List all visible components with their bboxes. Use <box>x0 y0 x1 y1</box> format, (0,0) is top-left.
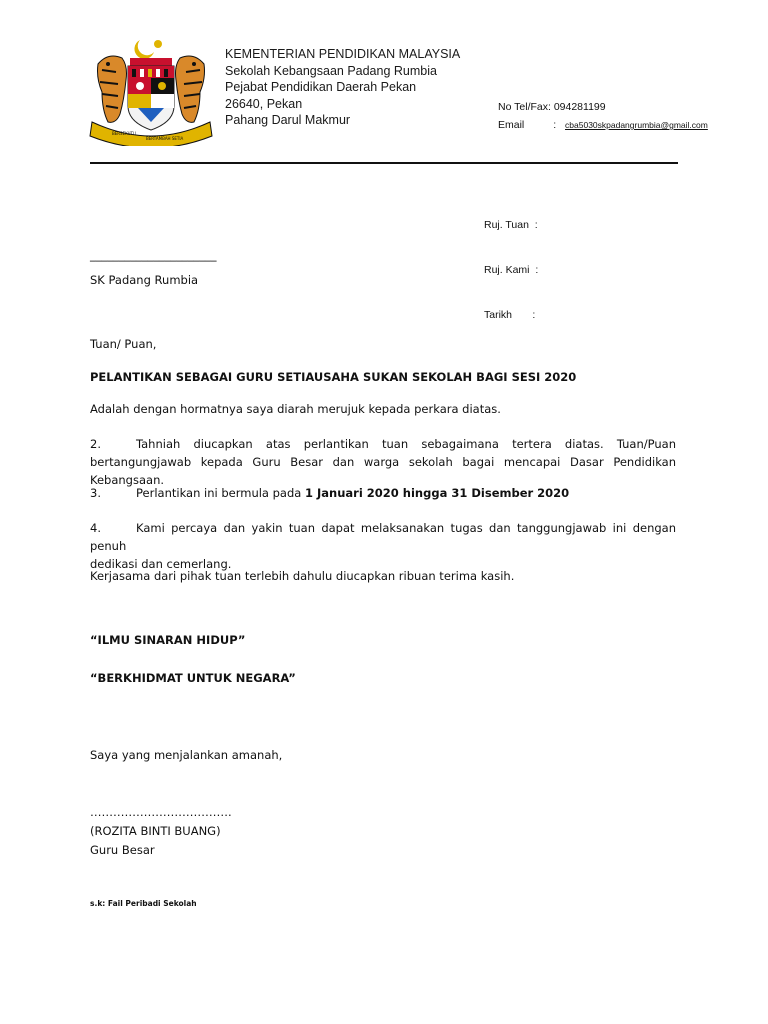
paragraph-5: Kerjasama dari pihak tuan terlebih dahulu diucapkan ribuan terima kasih. <box>90 569 515 583</box>
paragraph-1: Adalah dengan hormatnya saya diarah merujuk kepada perkara diatas. <box>90 402 501 416</box>
paragraph-4-number: 4. <box>90 521 101 535</box>
ruj-kami: Ruj. Kami : <box>484 264 539 276</box>
email-label: Email <box>498 119 525 131</box>
motto-2: “BERKHIDMAT UNTUK NEGARA” <box>90 671 296 685</box>
paragraph-2 <box>90 435 676 489</box>
salutation: Tuan/ Puan, <box>90 337 157 351</box>
signer-name: (ROZITA BINTI BUANG) <box>90 824 221 838</box>
paragraph-3-text: Perlantikan ini bermula pada <box>136 486 305 500</box>
email-row <box>498 119 708 131</box>
ministry-name: KEMENTERIAN PENDIDIKAN MALAYSIA <box>225 47 461 61</box>
appointment-period: 1 Januari 2020 hingga 31 Disember 2020 <box>305 486 570 500</box>
crest-motto-left: BERSEKUTU <box>112 131 136 136</box>
recipient-name: SK Padang Rumbia <box>90 273 199 287</box>
school-name: Sekolah Kebangsaan Padang Rumbia <box>225 63 437 78</box>
reference-block <box>484 188 538 338</box>
coat-of-arms-logo <box>88 34 214 146</box>
ruj-tuan: Ruj. Tuan : <box>484 219 538 231</box>
tarikh: Tarikh : <box>484 309 536 321</box>
state-name: Pahang Darul Makmur <box>225 113 351 127</box>
recipient-line: ______________________ <box>90 248 217 262</box>
header-divider <box>90 162 678 164</box>
postcode-town: 26640, Pekan <box>225 96 303 111</box>
paragraph-2-number: 2. <box>90 437 101 451</box>
paragraph-4 <box>90 519 676 573</box>
email-link[interactable]: cba5030skpadangrumbia@gmail.com <box>565 120 708 130</box>
closing-line: Saya yang menjalankan amanah, <box>90 748 283 762</box>
signature-dots: ………………………………. <box>90 805 232 819</box>
paragraph-3-number: 3. <box>90 486 101 500</box>
crest-motto-right: BERTAMBAH SETIA <box>146 136 184 141</box>
tel-fax: No Tel/Fax: 094281199 <box>498 101 606 113</box>
paragraph-3 <box>90 486 569 500</box>
signer-title: Guru Besar <box>90 843 155 857</box>
paragraph-2-line-1: Tahniah diucapkan atas perlantikan tuan sebagaimana tertera diatas. Tuan/Puan <box>136 437 676 451</box>
motto-1: “ILMU SINARAN HIDUP” <box>90 633 246 647</box>
letterhead-address <box>225 46 460 129</box>
paragraph-2-line-2: bertangungjawab kepada Guru Besar dan warga sekolah bagai mencapai Dasar Pendidikan Kebangsaan. <box>90 455 676 487</box>
email-separator: : <box>553 119 557 131</box>
paragraph-4-line-2: dedikasi dan cemerlang. <box>90 557 232 571</box>
paragraph-4-line-1: Kami percaya dan yakin tuan dapat melaksanakan tugas dan tanggungjawab ini dengan penuh <box>90 521 676 553</box>
subject-line: PELANTIKAN SEBAGAI GURU SETIAUSAHA SUKAN SEKOLAH BAGI SESI 2020 <box>90 370 577 384</box>
district-office: Pejabat Pendidikan Daerah Pekan <box>225 80 417 94</box>
carbon-copy: s.k: Fail Peribadi Sekolah <box>90 899 197 908</box>
